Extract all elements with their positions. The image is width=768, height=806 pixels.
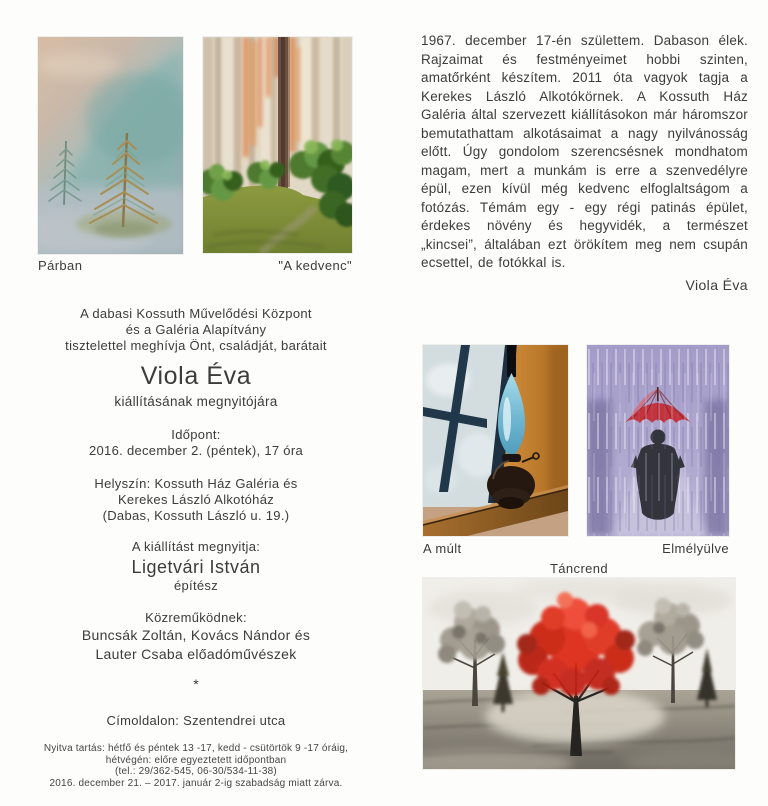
contributors-line-1: Buncsák Zoltán, Kovács Nándor és: [81, 627, 311, 643]
when-value: 2016. december 2. (péntek), 17 óra: [89, 443, 303, 458]
painting-kedvenc-image: [203, 37, 352, 253]
painting-elmelyulve: [587, 345, 729, 536]
venue-line-3: (Dabas, Kossuth László u. 19.): [102, 508, 290, 523]
painting-amult: [423, 345, 568, 536]
host-line-1: A dabasi Kossuth Művelődési Központ: [80, 306, 312, 321]
painting-amult-image: [423, 345, 568, 536]
closure-note: 2016. december 21. – 2017. január 2-ig szabadság miatt zárva.: [49, 777, 343, 789]
painting-elmelyulve-image: [587, 345, 729, 536]
painting-tancrend-image: [423, 578, 735, 769]
opener-name: Ligetvári István: [131, 557, 261, 577]
opener-block: [24, 539, 368, 594]
caption-amult: A múlt: [423, 541, 462, 556]
invite-line: tisztelettel meghívja Önt, családját, barátait: [65, 338, 327, 353]
venue-line-1: Helyszín: Kossuth Ház Galéria és: [94, 476, 298, 491]
opening-hours-line-1: Nyitva tartás: hétfő és péntek 13 -17, kedd - csütörtök 9 -17 óráig,: [43, 743, 349, 754]
asterisk-separator: *: [193, 676, 199, 692]
painting-tancrend: [423, 578, 735, 769]
cover-note: Címoldalon: Szentendrei utca: [106, 713, 286, 728]
contributors-line-2: Lauter Csaba előadóművészek: [95, 646, 297, 662]
bio-signature: Viola Éva: [685, 276, 748, 293]
bio-block: [421, 32, 748, 293]
host-line-2: és a Galéria Alapítvány: [125, 322, 267, 337]
invitation-text-block: [24, 306, 368, 789]
when-block: [24, 427, 368, 459]
artist-name: Viola Éva: [140, 362, 252, 390]
bio-paragraph: 1967. december 17-én születtem. Dabason élek. Rajzaimat és festményeimet hobbi szinten, amatőrként készítem. 2011 óta vagyok tagja a Kerekes László Alkotókörnek. A Kossuth Ház Galéria által szervezett kiállításokon már háromszor bemutathattam alkotásaimat a nagy nyilvánosság előtt. Úgy gondolom szerencsésnek mondhatom magam, mert a munkám is erre a szenvedélyre épül, ezen kívül még kedvenc elfoglaltságom a fotózás. Témám egy - egy régi patinás épület, érdekes növény és hegyvidék, a természet „kincsei”, általában ezt örökítem meg nem csupán ecsettel, de fotókkal is.: [421, 33, 748, 270]
when-label: Időpont:: [171, 427, 221, 442]
contributors-label: Közreműködnek:: [145, 610, 247, 625]
caption-kedvenc: "A kedvenc": [278, 258, 352, 273]
opener-title: építész: [173, 578, 218, 593]
opening-hours-line-2: hétvégén: előre egyeztetett időpontban: [105, 754, 287, 766]
painting-parban-image: [38, 37, 183, 254]
contributors-block: [24, 610, 368, 664]
caption-tancrend: Táncrend: [549, 561, 609, 576]
opening-hours-line-3: (tel.: 29/362-545, 06-30/534-11-38): [115, 766, 277, 777]
venue-block: [24, 476, 368, 524]
caption-elmelyulve: Elmélyülve: [662, 541, 729, 556]
opening-hours-block: [24, 743, 368, 789]
opener-label: A kiállítást megnyitja:: [131, 539, 261, 554]
caption-parban: Párban: [38, 258, 83, 273]
venue-line-2: Kerekes László Alkotóház: [117, 492, 275, 507]
painting-kedvenc: [203, 37, 352, 253]
event-line: kiállításának megnyitójára: [114, 394, 278, 409]
painting-parban: [38, 37, 183, 254]
